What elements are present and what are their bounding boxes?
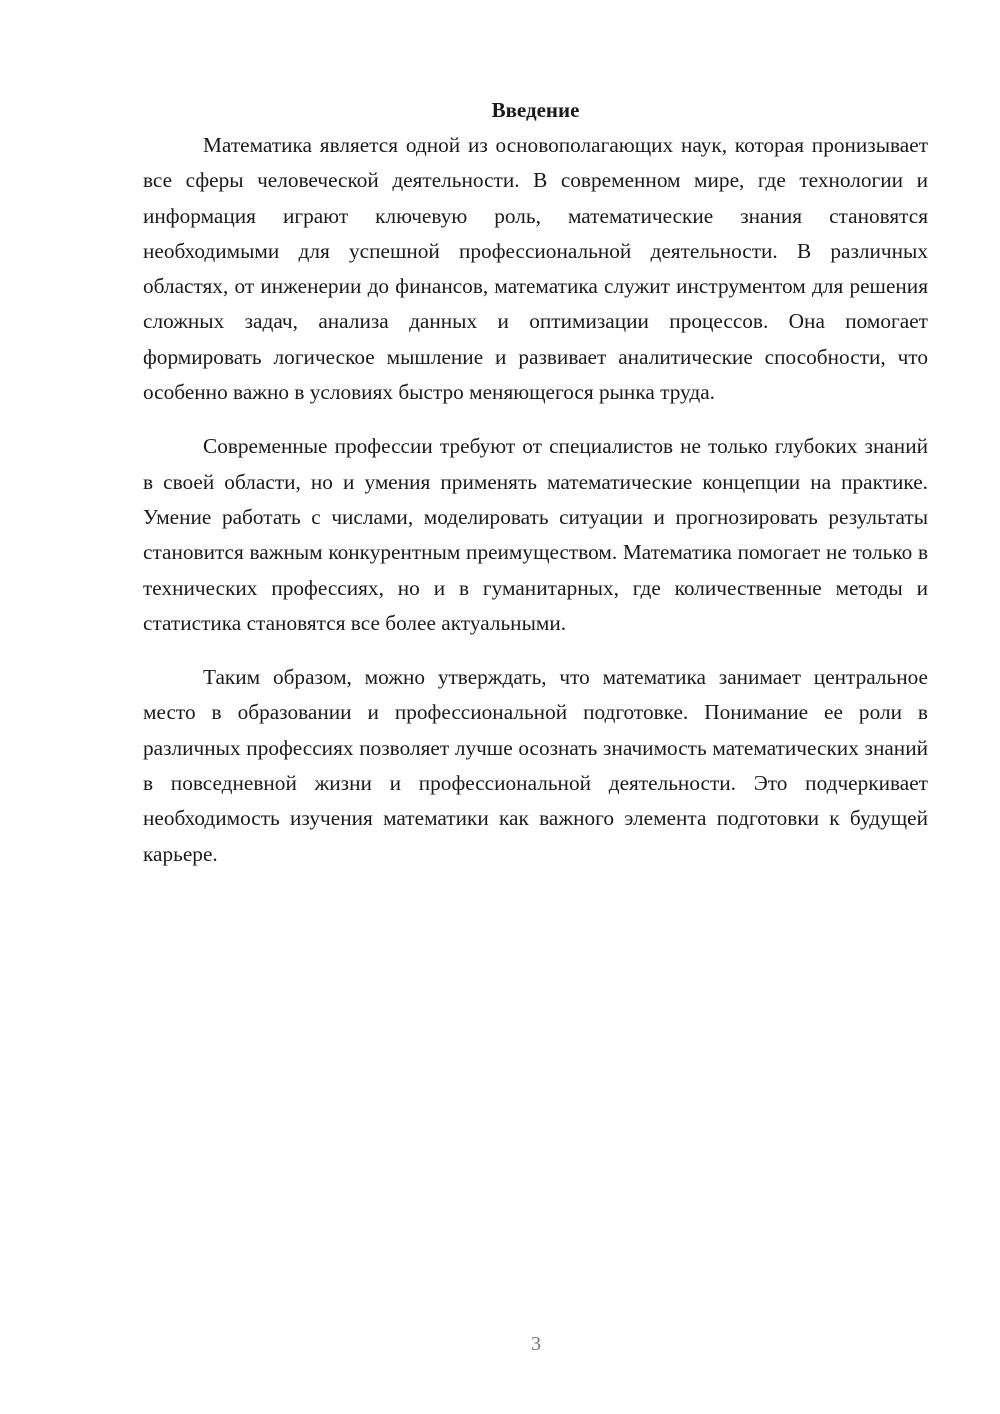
document-page	[143, 92, 928, 872]
page-number: 3	[531, 1333, 541, 1355]
paragraph-3: Таким образом, можно утверждать, что математика занимает центральное место в образовании и профессиональной подготовке. Понимание ее роли в различных профессиях позволяет лучше осознать значимость математических знаний в повседневной жизни и профессиональной деятельности. Это подчеркивает необходимость изучения математики как важного элемента подготовки к будущей карьере.	[143, 665, 928, 866]
paragraph-2: Современные профессии требуют от специалистов не только глубоких знаний в своей области, но и умения применять математические концепции на практике. Умение работать с числами, моделировать ситуации и прогнозировать результаты становится важным конкурентным преимуществом. Математика помогает не только в технических профессиях, но и в гуманитарных, где количественные методы и статистика становятся все более актуальными.	[143, 434, 928, 635]
section-title: Введение	[491, 98, 580, 122]
paragraph-1: Математика является одной из основополагающих наук, которая пронизывает все сферы человеческой деятельности. В современном мире, где технологии и информация играют ключевую роль, математические знания становятся необходимыми для успешной профессиональной деятельности. В различных областях, от инженерии до финансов, математика служит инструментом для решения сложных задач, анализа данных и оптимизации процессов. Она помогает формировать логическое мышление и развивает аналитические способности, что особенно важно в условиях быстро меняющегося рынка труда.	[143, 133, 928, 405]
